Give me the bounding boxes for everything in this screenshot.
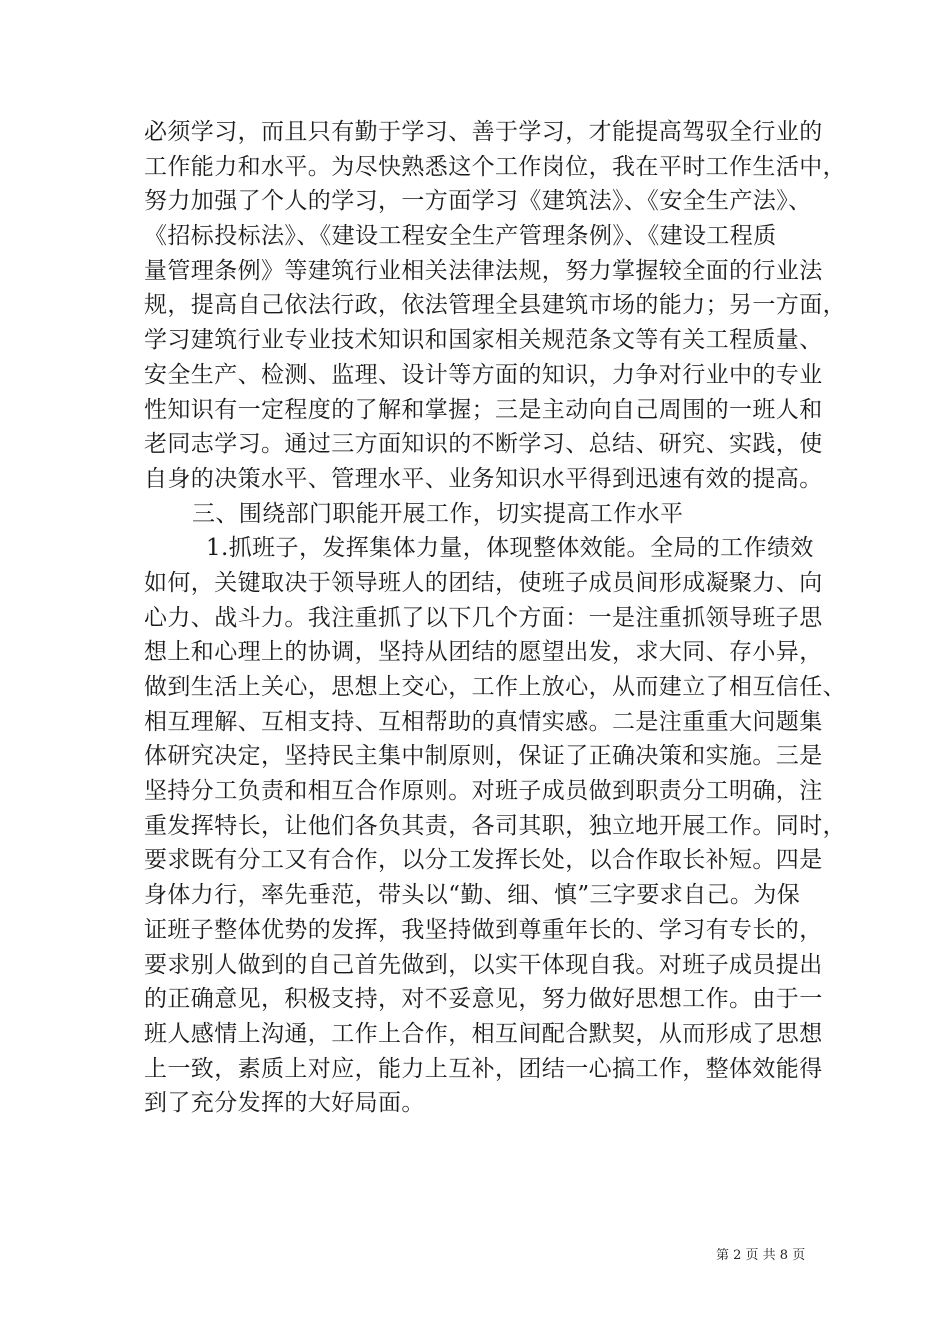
text-line: 体研究决定，坚持民主集中制原则，保证了正确决策和实施。三是	[144, 743, 823, 770]
text-line: 学习建筑行业专业技术知识和国家相关规范条文等有关工程质量、	[144, 327, 823, 354]
text-line: 心力、战斗力。我注重抓了以下几个方面：一是注重抓领导班子思	[144, 604, 823, 631]
text-line: 班人感情上沟通，工作上合作，相互间配合默契，从而形成了思想	[144, 1020, 823, 1047]
text-line: 如何，关键取决于领导班人的团结，使班子成员间形成凝聚力、向	[144, 569, 823, 596]
text-line: 努力加强了个人的学习，一方面学习《建筑法》、《安全生产法》、	[144, 188, 812, 215]
text-line: 老同志学习。通过三方面知识的不断学习、总结、研究、实践，使	[144, 431, 823, 458]
text-line: 坚持分工负责和相互合作原则。对班子成员做到职责分工明确，注	[144, 778, 823, 805]
page-number-footer: 第 2 页 共 8 页	[716, 1248, 806, 1263]
text-line: 工作能力和水平。为尽快熟悉这个工作岗位，我在平时工作生活中，	[144, 153, 846, 180]
text-line: 证班子整体优势的发挥，我坚持做到尊重年长的、学习有专长的，	[144, 916, 823, 943]
text-line: 的正确意见，积极支持，对不妥意见，努力做好思想工作。由于一	[144, 986, 823, 1013]
text-line: 安全生产、检测、监理、设计等方面的知识，力争对行业中的专业	[144, 361, 823, 388]
text-line: 要求既有分工又有合作，以分工发挥长处，以合作取长补短。四是	[144, 847, 823, 874]
text-line: 自身的决策水平、管理水平、业务知识水平得到迅速有效的提高。	[144, 465, 823, 492]
body-text	[144, 115, 846, 1121]
text-line: 必须学习，而且只有勤于学习、善于学习，才能提高驾驭全行业的	[144, 119, 823, 145]
text-line: 做到生活上关心，思想上交心，工作上放心，从而建立了相互信任、	[144, 674, 846, 700]
text-line: 相互理解、互相支持、互相帮助的真情实感。二是注重重大问题集	[144, 708, 823, 735]
text-line: 想上和心理上的协调，坚持从团结的愿望出发，求大同、存小异，	[144, 639, 823, 666]
text-line: 重发挥特长，让他们各负其责，各司其职，独立地开展工作。同时，	[144, 812, 846, 839]
text-line: 规，提高自己依法行政，依法管理全县建筑市场的能力；另一方面，	[144, 292, 846, 319]
text-line: 到了充分发挥的大好局面。	[144, 1090, 425, 1117]
paragraph-first-line: 1.抓班子，发挥集体力量，体现整体效能。全局的工作绩效	[206, 535, 814, 562]
text-line: 量管理条例》等建筑行业相关法律法规，努力掌握较全面的行业法	[144, 257, 823, 284]
section-heading: 三、围绕部门职能开展工作，切实提高工作水平	[192, 500, 684, 527]
text-line: 上一致，素质上对应，能力上互补，团结一心搞工作，整体效能得	[144, 1055, 823, 1082]
text-line: 要求别人做到的自己首先做到，以实干体现自我。对班子成员提出	[144, 951, 823, 978]
text-line: 身体力行，率先垂范，带头以“勤、细、慎”三字要求自己。为保	[144, 882, 801, 909]
text-line: 性知识有一定程度的了解和掌握；三是主动向自己周围的一班人和	[144, 396, 823, 423]
text-line: 《招标投标法》、《建设工程安全生产管理条例》、《建设工程质	[144, 223, 777, 250]
